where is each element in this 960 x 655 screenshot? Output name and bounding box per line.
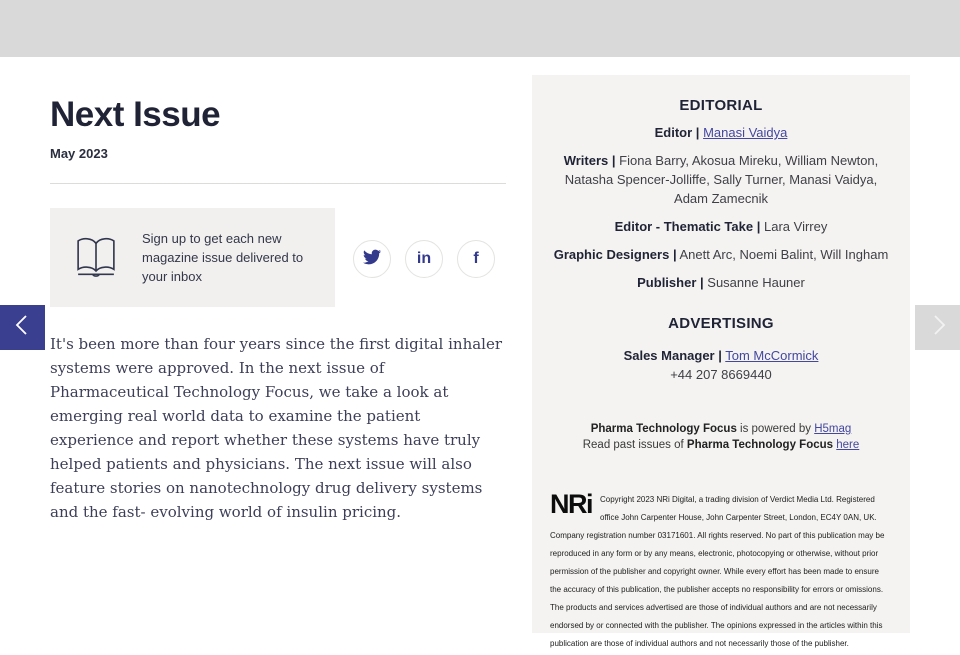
linkedin-icon: in [416,250,432,267]
open-book-icon [70,229,122,287]
credit-value: Anett Arc, Noemi Balint, Will Ingham [679,247,889,262]
credit-label: Publisher [637,275,697,290]
chevron-right-icon [925,312,951,343]
article-header [50,96,506,184]
credit-label: Editor [654,125,693,140]
twitter-icon [363,248,381,271]
editorial-heading: EDITORIAL [679,97,763,114]
facebook-icon: f [473,250,479,267]
credit-value: Susanne Hauner [707,275,805,290]
newsletter-signup-box[interactable] [50,208,335,307]
sales-phone-number: +44 207 8669440 [670,367,772,382]
editor-link[interactable]: Manasi Vaidya [703,125,788,140]
credit-label: Writers [563,153,609,168]
previous-page-button[interactable] [0,305,45,350]
past-issues-line [550,437,892,453]
next-page-button[interactable] [915,305,960,350]
credit-value: Fiona Barry, Akosua Mireku, William Newton, Natasha Spencer-Jolliffe, Sally Turner, Manasi Vaidya, Adam Zamecnik [564,153,879,206]
credit-row-publisher [550,273,892,292]
credit-value: Lara Virrey [764,219,828,234]
page-title: Next Issue [50,95,221,134]
credit-row-sales-manager [550,346,892,365]
credit-row-writers [550,151,892,208]
advertising-heading: ADVERTISING [668,315,774,332]
credit-row-thematic-editor [550,217,892,236]
divider [50,183,506,184]
powered-by-block [550,421,892,453]
past-issues-link[interactable]: here [836,439,860,451]
copyright-block [550,489,892,651]
copyright-text: Copyright 2023 NRi Digital, a trading division of Verdict Media Ltd. Registered office John Carpenter House, John Carpenter Street, London, EC4Y 0AN, UK. Company registration number 03171601. All rights reserved. No part of this publication may be reproduced in any form or by any means, electronic, photocopying or otherwise, without prior permission of the publisher and copyright owner. While every effort has been made to ensure the accuracy of this publication, the publisher accepts no responsibility for errors or omissions. The products and services advertised are those of individual authors and are not necessarily endorsed by or connected with the publisher. The opinions expressed in the articles within this publication are those of individual authors and not necessarily those of the publisher. [550,495,885,648]
top-bar [0,0,960,57]
credit-row-graphic-designers [550,245,892,264]
magazine-name: Pharma Technology Focus [590,423,737,435]
signup-text: Sign up to get each new magazine issue delivered to your inbox [142,231,304,284]
powered-by-line [550,421,892,437]
article-body-text: It's been more than four years since the first digital inhaler systems were approved. In the next issue of Pharmaceutical Technology Focus, we take a look at emerging real world data to examine the patient experience and report whether these systems have truly helped patients and physicians. The next issue will also feature stories on nanotechnology drug delivery systems and the fast- evolving world of insulin pricing. [50,335,503,521]
credit-label: Graphic Designers [553,247,670,262]
social-share-row [353,240,495,278]
issue-date: May 2023 [50,146,108,161]
credit-separator: | [672,247,677,262]
facebook-share-button[interactable] [457,240,495,278]
magazine-name: Pharma Technology Focus [686,439,834,451]
sales-manager-link[interactable]: Tom McCormick [725,348,819,363]
powered-by-text: is powered by [736,423,815,435]
credit-label: Sales Manager [623,348,715,363]
past-issues-text: Read past issues of [582,439,687,451]
credit-row-editor [550,123,892,142]
twitter-share-button[interactable] [353,240,391,278]
credit-separator: | [718,348,722,363]
h5mag-link[interactable]: H5mag [814,423,852,435]
editorial-panel [532,75,910,648]
credit-separator: | [611,153,616,168]
nri-logo: NRi [550,489,592,519]
credit-label: Editor - Thematic Take [614,219,754,234]
chevron-left-icon [10,312,36,343]
credit-separator: | [756,219,761,234]
credit-separator: | [695,125,700,140]
credit-separator: | [700,275,704,290]
linkedin-share-button[interactable] [405,240,443,278]
